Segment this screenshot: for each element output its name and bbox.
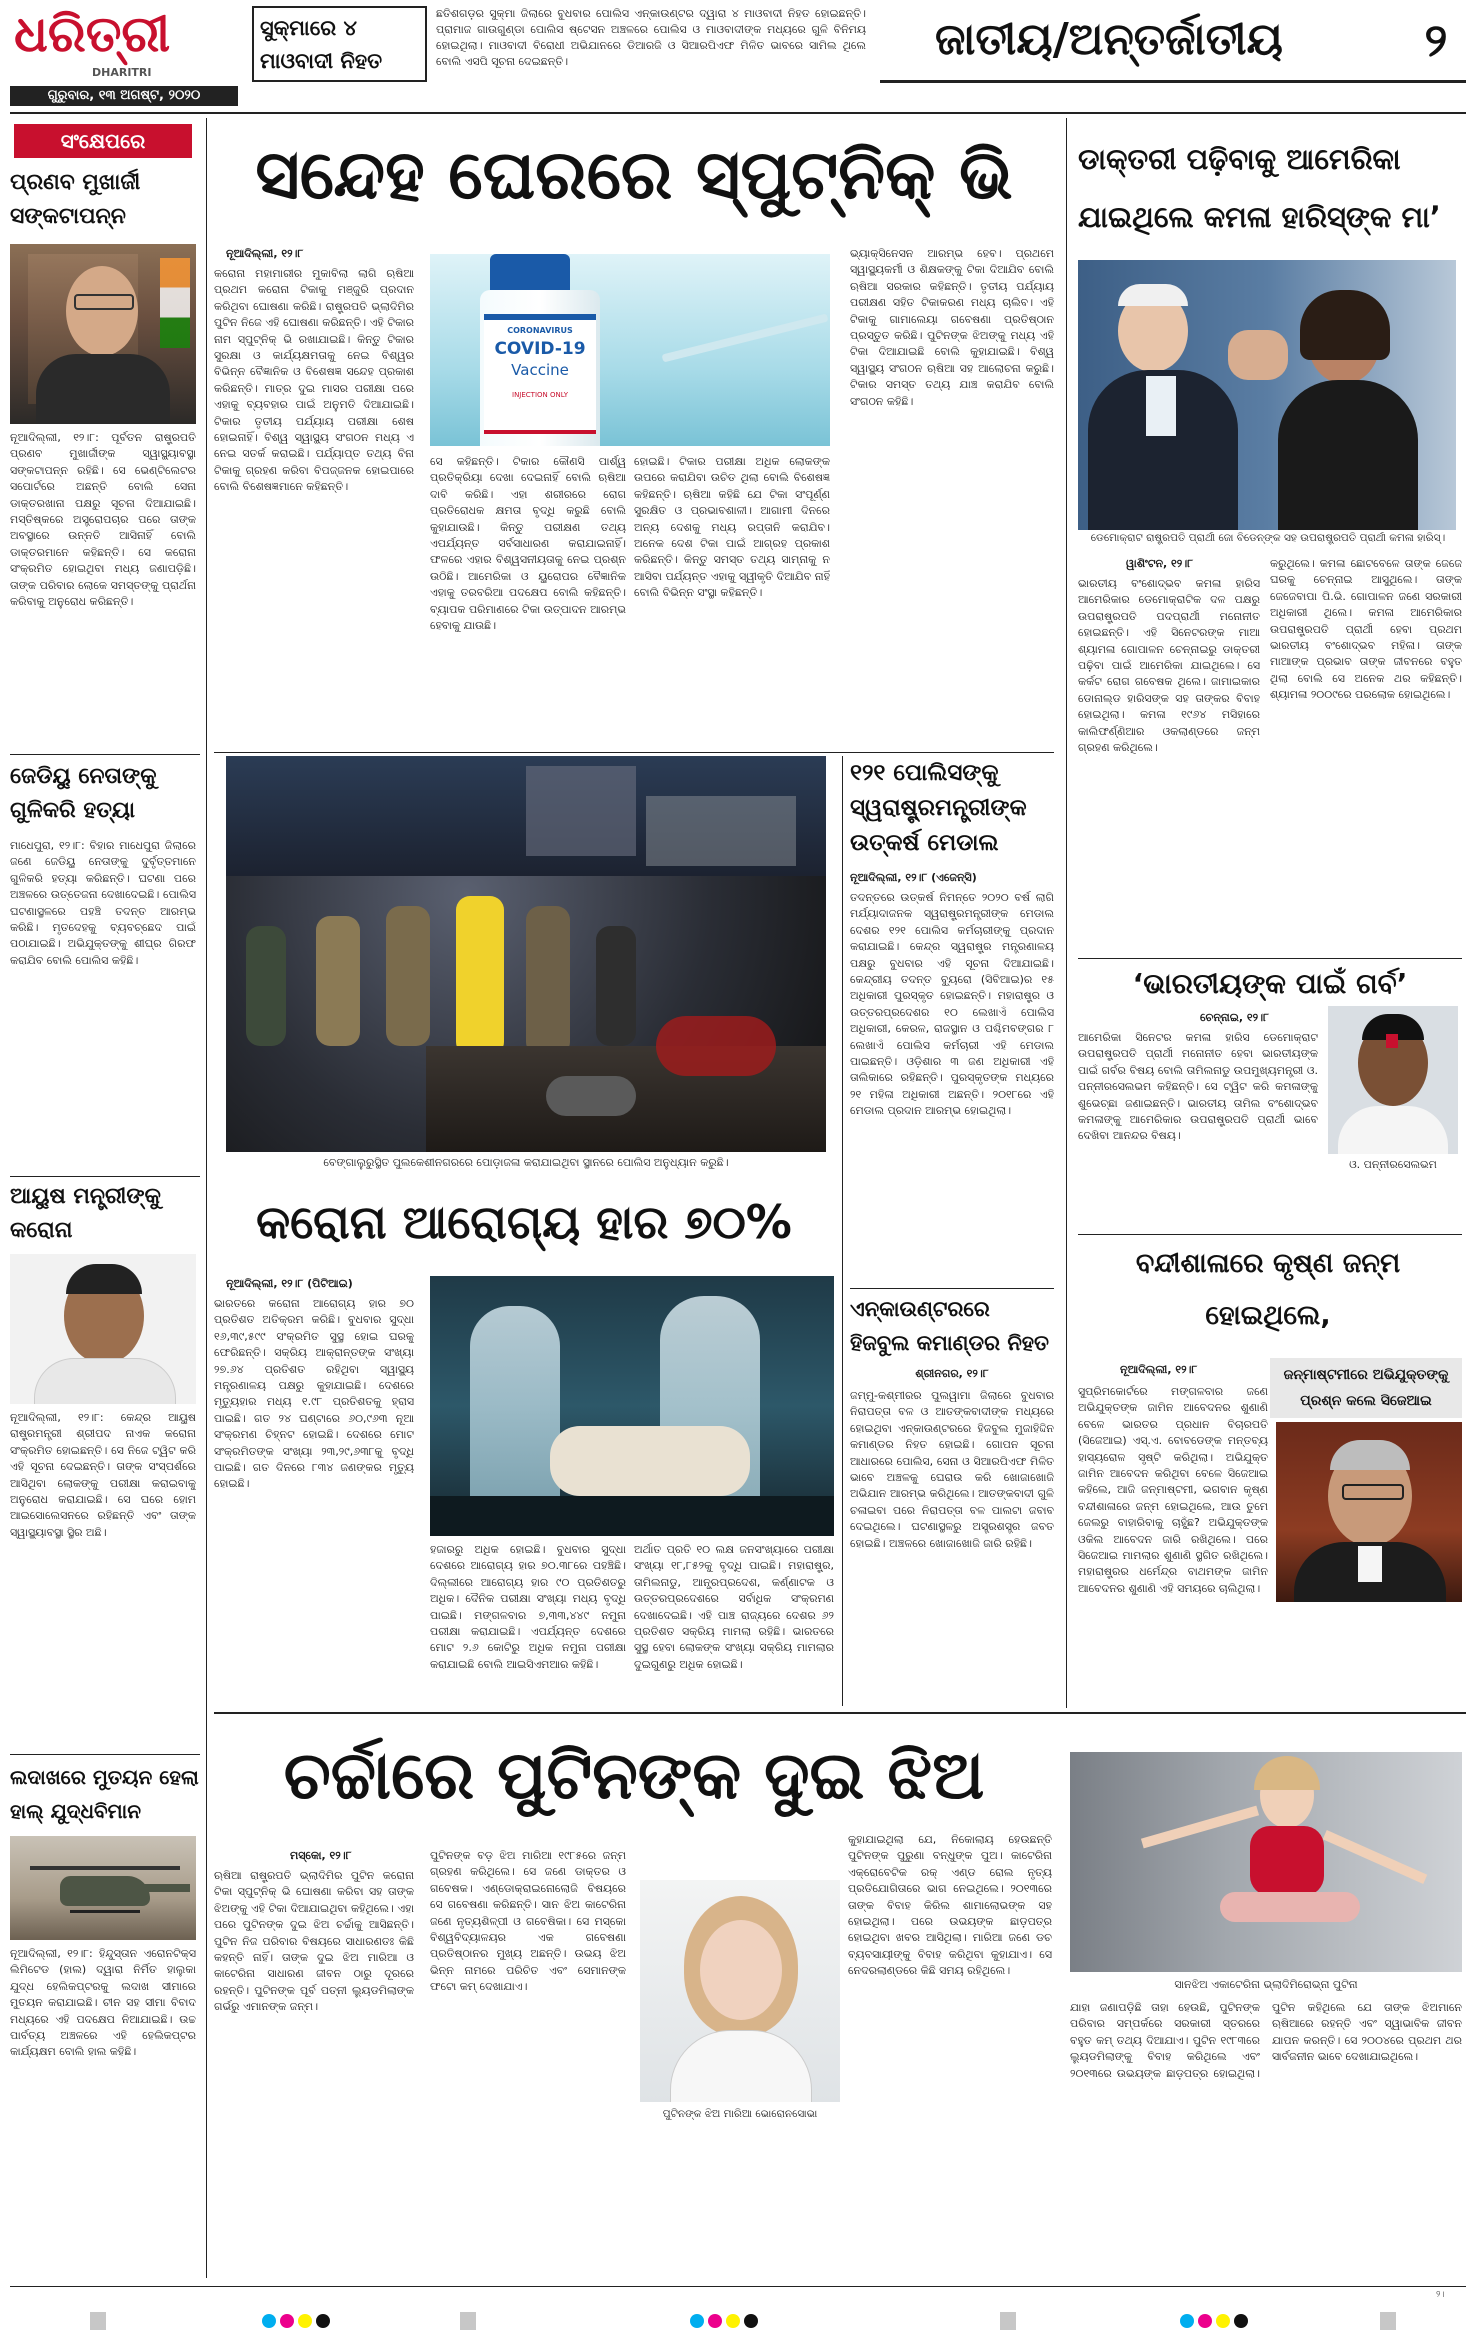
reg-bar-1	[90, 2312, 106, 2330]
encounter-text: ଜମ୍ମୁ-କଶ୍ମୀରର ପୁଲୱାମା ଜିଲାରେ ବୁଧବାର ନିରାପତ୍ତା ବଳ ଓ ଆତଙ୍କବାଦୀଙ୍କ ମଧ୍ୟରେ ହୋଇଥିବା ଏନ୍‌କାଉଣ୍ଟରରେ ହିଜବୁଲ ମୁଜାହିଦ୍ଦିନ କମାଣ୍ଡର ନିହତ ହୋଇଛି। ଗୋପନ ସୂଚନା ଆଧାରରେ ପୋଲିସ, ସେନା ଓ ସିଆରପିଏଫ ମିଳିତ ଭାବେ ଅଞ୍ଚଳକୁ ଘେରାଉ କରି ଖୋଜାଖୋଜି ଅଭିଯାନ ଆରମ୍ଭ କରିଥିଲେ। ଆତଙ୍କବାଦୀ ଗୁଳି ଚଳାଇବା ପରେ ନିରାପତ୍ତା ବଳ ପାଲଟା ଜବାବ ଦେଇଥିଲେ। ଘଟଣାସ୍ଥଳରୁ ଅସ୍ତ୍ରଶସ୍ତ୍ର ଜବତ ହୋଇଛି। ଅଞ୍ଚଳରେ ଖୋଜାଖୋଜି ଜାରି ରହିଛି।	[850, 1389, 1054, 1550]
maria-photo	[640, 1880, 840, 2102]
harris-rule	[1078, 958, 1462, 959]
sidebar-divider	[206, 118, 207, 2278]
krishna-subhead-line-1: ଜନ୍ମାଷ୍ଟମୀରେ ଅଭିଯୁକ୍ତଙ୍କୁ	[1283, 1367, 1449, 1383]
reg-dot-yellow-2	[726, 2314, 740, 2328]
harris-text-col-2: କରୁଥିଲେ। କମଳା ଛୋଟବେଳେ ତାଙ୍କ ଜେଜେ ଘରକୁ ଚେନ୍ନାଇ ଆସୁଥିଲେ। ତାଙ୍କ ଜେଜେବାପା ପି.ଭି. ଗୋପାଳନ ଜଣେ ସରକାରୀ ଅଧିକାରୀ ଥିଲେ। କମଳା ଆମେରିକାର ଉପରାଷ୍ଟ୍ରପତି ପ୍ରାର୍ଥୀ ହେବା ପ୍ରଥମ ଭାରତୀୟ ବଂଶୋଦ୍ଭବ ମହିଳା। ତାଙ୍କ ମାଆଙ୍କ ପ୍ରଭାବ ତାଙ୍କ ଜୀବନରେ ବହୁତ ଥିଲା ବୋଲି ସେ ଅନେକ ଥର କହିଛନ୍ତି। ଶ୍ୟାମଳା ୨୦୦୯ରେ ପରଲୋକ ହୋଇଥିଲେ।	[1270, 557, 1462, 702]
reg-dot-yellow-3	[1216, 2314, 1230, 2328]
katerina-caption: ସାନଝିଅ ଏକାଟେରିନା ଭ୍ଲାଦିମିରୋଭ୍‌ନା ପୁଟିନା	[1174, 1978, 1358, 1991]
reg-dot-magenta-3	[1198, 2314, 1212, 2328]
vaccine-label-1: CORONAVIRUS	[507, 326, 573, 335]
sidebar-story-4-title: ଲଦାଖରେ ମୁତୟନ ହେଲା ହାଲ୍ ଯୁଦ୍ଧବିମାନ	[10, 1765, 199, 1823]
masthead-rule	[880, 80, 1466, 83]
lead-text-col-2: ସେ କହିଛନ୍ତି। ଟିକାର କୌଣସି ପାର୍ଶ୍ୱ ପ୍ରତିକ୍ରିୟା ଦେଖା ଦେଇନାହିଁ ବୋଲି ଋଷିଆ ଦାବି କରିଛି। ଏହା ଶରୀରରେ ରୋଗ ପ୍ରତିରୋଧକ କ୍ଷମତା ବୃଦ୍ଧି କରୁଛି ବୋଲି କୁହାଯାଉଛି। କିନ୍ତୁ ପରୀକ୍ଷଣ ତଥ୍ୟ ଏପର୍ଯ୍ୟନ୍ତ ସର୍ବସାଧାରଣ କରାଯାଇନାହିଁ। ଫଳରେ ଏହାର ବିଶ୍ୱସନୀୟତାକୁ ନେଇ ପ୍ରଶ୍ନ ଉଠିଛି। ଆମେରିକା ଓ ୟୁରୋପର ବୈଜ୍ଞାନିକ ଏହାକୁ ତରବରିଆ ପଦକ୍ଷେପ ବୋଲି କହିଛନ୍ତି। ବ୍ୟାପକ ପରିମାଣରେ ଟିକା ଉତ୍ପାଦନ ଆରମ୍ଭ ହେବାକୁ ଯାଉଛି।	[430, 455, 626, 633]
sidebar-rule-3	[10, 1754, 200, 1755]
mid-rule	[214, 1712, 1466, 1714]
section-title: ଜାତୀୟ/ଅନ୍ତର୍ଜାତୀୟ	[935, 14, 1283, 65]
teaser-title	[252, 6, 427, 82]
footer-registration-marks	[0, 2312, 1476, 2334]
vaccine-label-3: Vaccine	[511, 361, 569, 379]
vaccine-photo	[430, 254, 830, 446]
sidebar-story-1-title: ପ୍ରଣବ ମୁଖାର୍ଜୀ ସଙ୍କଟାପନ୍ନ	[10, 170, 141, 229]
reg-dot-black-1	[316, 2314, 330, 2328]
sidebar-story-2-text: ମାଧେପୁରା, ୧୨।୮: ବିହାର ମାଧେପୁରା ଜିଲାରେ ଜଣେ ଜେଡିୟୁ ନେତାଙ୍କୁ ଦୁର୍ବୃତ୍ତମାନେ ଗୁଳିକରି ହତ୍ୟା କରିଛନ୍ତି। ଘଟଣା ପରେ ଅଞ୍ଚଳରେ ଉତ୍ତେଜନା ଦେଖାଦେଇଛି। ପୋଲିସ ଘଟଣାସ୍ଥଳରେ ପହଞ୍ଚି ତଦନ୍ତ ଆରମ୍ଭ କରିଛି। ମୃତଦେହକୁ ବ୍ୟବଚ୍ଛେଦ ପାଇଁ ପଠାଯାଇଛି। ଅଭିଯୁକ୍ତଙ୍କୁ ଶୀଘ୍ର ଗିରଫ କରାଯିବ ବୋଲି ପୋଲିସ କହିଛି।	[10, 839, 196, 967]
reg-bar-4	[1380, 2312, 1396, 2330]
reg-dot-cyan-3	[1180, 2314, 1194, 2328]
lead-headline: ସନ୍ଦେହ ଘେରରେ ସ୍ପୁଟ୍‌ନିକ୍ ଭି	[255, 136, 1013, 215]
reg-dot-magenta-2	[708, 2314, 722, 2328]
reg-bar-3	[1000, 2312, 1016, 2330]
bottom-rule	[10, 2286, 1466, 2287]
corona-text-col-2: ହଜାରରୁ ଅଧିକ ହୋଇଛି। ବୁଧବାର ସୁଦ୍ଧା ଦେଶରେ ଆରୋଗ୍ୟ ହାର ୭୦.୩୮ରେ ପହଞ୍ଚିଛି। ଦିଲ୍ଲୀରେ ଆରୋଗ୍ୟ ହାର ୯୦ ପ୍ରତିଶତରୁ ଅଧିକ। ଦୈନିକ ପରୀକ୍ଷା ସଂଖ୍ୟା ମଧ୍ୟ ବୃଦ୍ଧି ପାଇଛି। ମଙ୍ଗଳବାର ୭,୩୩,୪୪୯ ନମୁନା ପରୀକ୍ଷା କରାଯାଇଛି। ଏପର୍ଯ୍ୟନ୍ତ ଦେଶରେ ମୋଟ ୨.୬ କୋଟିରୁ ଅଧିକ ନମୁନା ପରୀକ୍ଷା କରାଯାଇଛି ବୋଲି ଆଇସିଏମଆର କହିଛି।	[430, 1543, 626, 1671]
krishna-subhead-line-2: ପ୍ରଶ୍ନ କଲେ ସିଜେଆଇ	[1300, 1393, 1432, 1409]
lead-text-col-1: କରୋନା ମହାମାରୀର ମୁକାବିଲା ଲାଗି ଋଷିଆ ପ୍ରଥମ କରୋନା ଟିକାକୁ ମଞ୍ଜୁରି ପ୍ରଦାନ କରିଥିବା ଘୋଷଣା କରିଛି। ରାଷ୍ଟ୍ରପତି ଭ୍ଲାଦିମିର ପୁଟିନ ନିଜେ ଏହି ଘୋଷଣା କରିଛନ୍ତି। ଏହି ଟିକାର ନାମ ସ୍ପୁଟ୍‌ନିକ୍ ଭି ରଖାଯାଇଛି। କିନ୍ତୁ ଟିକାର ସୁରକ୍ଷା ଓ କାର୍ଯ୍ୟକ୍ଷମତାକୁ ନେଇ ବିଶ୍ୱର ବିଭିନ୍ନ ବୈଜ୍ଞାନିକ ଓ ବିଶେଷଜ୍ଞ ସନ୍ଦେହ ପ୍ରକାଶ କରିଛନ୍ତି। ମାତ୍ର ଦୁଇ ମାସର ପରୀକ୍ଷା ପରେ ଏହାକୁ ବ୍ୟବହାର ପାଇଁ ଅନୁମତି ଦିଆଯାଇଛି। ଟିକାର ତୃତୀୟ ପର୍ଯ୍ୟାୟ ପରୀକ୍ଷା ଶେଷ ହୋଇନାହିଁ। ବିଶ୍ୱ ସ୍ୱାସ୍ଥ୍ୟ ସଂଗଠନ ମଧ୍ୟ ଏ ନେଇ ସତର୍କ କରାଇଛି। ପର୍ଯ୍ୟାପ୍ତ ତଥ୍ୟ ବିନା ଟିକାକୁ ଗ୍ରହଣ କରିବା ବିପଜ୍ଜନକ ହୋଇପାରେ ବୋଲି ବିଶେଷଜ୍ଞମାନେ କହିଛନ୍ତି।	[214, 267, 414, 494]
krishna-subhead	[1270, 1358, 1462, 1418]
quote-headline: ‘ଭାରତୀୟଙ୍କ ପାଇଁ ଗର୍ବ’	[1132, 967, 1408, 1000]
putin-dateline: ମସ୍କୋ, ୧୨।୮	[290, 1849, 352, 1862]
medal-dateline: ନୂଆଦିଲ୍ଲୀ, ୧୨।୮ (ଏଜେନ୍ସି)	[850, 871, 977, 884]
reg-dot-black-2	[744, 2314, 758, 2328]
vaccine-label-4: INJECTION ONLY	[512, 391, 568, 399]
putin-text-col-4: ଯାହା ଜଣାପଡ଼ିଛି ତାହା ହେଉଛି, ପୁଟିନଙ୍କ ପରିବାର ସମ୍ପର୍କରେ ସରକାରୀ ସ୍ତରରେ ବହୁତ କମ୍ ତଥ୍ୟ ଦିଆଯାଏ। ପୁଟିନ ୧୯୮୩ରେ ଲ୍ୟୁଡମିଲାଙ୍କୁ ବିବାହ କରିଥିଲେ ଏବଂ ୨୦୧୩ରେ ଉଭୟଙ୍କ ଛାଡ଼ପତ୍ର ହୋଇଥିଲା। ପୁଟିନ କହିଥିଲେ ଯେ ତାଙ୍କ ଝିଅମାନେ ଋଷିଆରେ ରହନ୍ତି ଏବଂ ସ୍ୱାଭାବିକ ଜୀବନ ଯାପନ କରନ୍ତି। ସେ ୨୦୦୪ରେ ପ୍ରଥମ ଥର ସାର୍ବଜନୀନ ଭାବେ ଦେଖାଯାଇଥିଲେ।	[1070, 2001, 1462, 2080]
footer-code: ୨।	[1436, 2290, 1445, 2300]
reg-dot-yellow-1	[298, 2314, 312, 2328]
reg-dot-cyan-2	[690, 2314, 704, 2328]
naik-photo	[10, 1254, 196, 1404]
harris-dateline: ୱାଶିଂଟନ, ୧୨।୮	[1126, 557, 1193, 570]
sidebar-story-4-text: ନୂଆଦିଲ୍ଲୀ, ୧୨।୮: ହିନ୍ଦୁସ୍ତାନ ଏରୋନଟିକ୍ସ ଲିମିଟେଡ (ହାଲ) ଦ୍ୱାରା ନିର୍ମିତ ହାଲୁକା ଯୁଦ୍ଧ ହେଲିକପ୍ଟରକୁ ଲଦାଖ ସୀମାରେ ମୁତୟନ କରାଯାଇଛି। ଚୀନ ସହ ସୀମା ବିବାଦ ମଧ୍ୟରେ ଏହି ପଦକ୍ଷେପ ନିଆଯାଇଛି। ଉଚ୍ଚ ପାର୍ବତ୍ୟ ଅଞ୍ଚଳରେ ଏହି ହେଲିକପ୍ଟର କାର୍ଯ୍ୟକ୍ଷମ ବୋଲି ହାଲ କହିଛି।	[10, 1947, 196, 2059]
corona-headline: କରୋନା ଆରୋଗ୍ୟ ହାର ୭୦%	[256, 1195, 792, 1249]
katerina-photo	[1070, 1752, 1462, 1972]
reg-dot-black-3	[1234, 2314, 1248, 2328]
biden-harris-caption: ଡେମୋକ୍ରାଟ ରାଷ୍ଟ୍ରପତି ପ୍ରାର୍ଥୀ ଜୋ ବିଡେନ୍‌ଙ୍କ ସହ ଉପରାଷ୍ଟ୍ରପତି ପ୍ରାର୍ଥୀ କମଳା ହାରିସ୍।	[1090, 532, 1446, 544]
sidebar-story-3-text: ନୂଆଦିଲ୍ଲୀ, ୧୨।୮: କେନ୍ଦ୍ର ଆୟୁଷ ରାଷ୍ଟ୍ରମନ୍ତ୍ରୀ ଶ୍ରୀପଦ ନାଏକ କରୋନା ସଂକ୍ରମିତ ହୋଇଛନ୍ତି। ସେ ନିଜେ ଟ୍ୱିଟ କରି ଏହି ସୂଚନା ଦେଇଛନ୍ତି। ତାଙ୍କ ସଂସ୍ପର୍ଶରେ ଆସିଥିବା ଲୋକଙ୍କୁ ପରୀକ୍ଷା କରାଇବାକୁ ଅନୁରୋଧ କରାଯାଇଛି। ସେ ଘରେ ହୋମ ଆଇସୋଲେସନରେ ରହିଛନ୍ତି ଏବଂ ତାଙ୍କ ସ୍ୱାସ୍ଥ୍ୟାବସ୍ଥା ସ୍ଥିର ଅଛି।	[10, 1411, 196, 1539]
krishna-headline	[1070, 1238, 1466, 1348]
panneerselvam-caption: ଓ. ପନ୍ନୀରସେଲଭମ	[1349, 1158, 1437, 1171]
encounter-dateline: ଶ୍ରୀନଗର, ୧୨।୮	[915, 1367, 989, 1380]
krishna-headline-line-1: ବନ୍ଦୀଶାଳାରେ କୃଷ୍ଣ ଜନ୍ମ ହୋଇଥିଲେ,	[1135, 1248, 1401, 1331]
logo: ଧରିତ୍ରୀ	[14, 4, 171, 63]
lead-text-col-3: ହୋଇଛି। ଟିକାର ପରୀକ୍ଷା ଅଧିକ ଲୋକଙ୍କ ଉପରେ କରାଯିବା ଉଚିତ ଥିଲା ବୋଲି ବିଶେଷଜ୍ଞ କହିଛନ୍ତି। ଋଷିଆ କହିଛି ଯେ ଟିକା ସଂପୂର୍ଣ୍ଣ ସୁରକ୍ଷିତ ଓ ପ୍ରଭାବଶାଳୀ। ଆଗାମୀ ଦିନରେ ଅନ୍ୟ ଦେଶକୁ ମଧ୍ୟ ରପ୍ତାନି କରାଯିବ। ଅନେକ ଦେଶ ଟିକା ପାଇଁ ଆଗ୍ରହ ପ୍ରକାଶ କରିଛନ୍ତି। କିନ୍ତୁ ସମସ୍ତ ତଥ୍ୟ ସାମ୍ନାକୁ ନ ଆସିବା ପର୍ଯ୍ୟନ୍ତ ଏହାକୁ ସ୍ୱୀକୃତି ଦିଆଯିବ ନାହିଁ ବୋଲି ବିଭିନ୍ନ ସଂସ୍ଥା କହିଛନ୍ତି।	[634, 455, 830, 600]
vaccine-label-2: COVID-19	[494, 339, 586, 359]
panneerselvam-photo	[1328, 1006, 1458, 1154]
page-number: ୨	[1424, 13, 1448, 67]
krishna-text: ସୁପ୍ରିମକୋର୍ଟରେ ମଙ୍ଗଳବାର ଜଣେ ଅଭିଯୁକ୍ତଙ୍କ ଜାମିନ ଆବେଦନର ଶୁଣାଣି ବେଳେ ଭାରତର ପ୍ରଧାନ ବିଚାରପତି (ସିଜେଆଇ) ଏସ୍.ଏ. ବୋବଡେଙ୍କ ମନ୍ତବ୍ୟ ହାସ୍ୟରୋଳ ସୃଷ୍ଟି କରିଥିଲା। ଅଭିଯୁକ୍ତ ଜାମିନ ଆବେଦନ କରିଥିବା ବେଳେ ସିଜେଆଇ କହିଲେ, ଆଜି ଜନ୍ମାଷ୍ଟମୀ, ଭଗବାନ କୃଷ୍ଣ ବନ୍ଦୀଶାଳାରେ ଜନ୍ମ ହୋଇଥିଲେ, ଆଉ ତୁମେ ଜେଲରୁ ବାହାରିବାକୁ ଚାହୁଁଛ? ଅଭିଯୁକ୍ତଙ୍କ ଓକିଲ ଆବେଦନ ଜାରି ରଖିଥିଲେ। ପରେ ସିଜେଆଇ ମାମଲାର ଶୁଣାଣି ସ୍ଥଗିତ ରଖିଥିଲେ। ମହାରାଷ୍ଟ୍ରର ଧର୍ମେନ୍ଦ୍ର ବାଥମଙ୍କ ଜାମିନ ଆବେଦନର ଶୁଣାଣି ଏହି ସମୟରେ ଚାଲିଥିଲା।	[1078, 1385, 1268, 1595]
krishna-headline-line-2	[1070, 1342, 1466, 1348]
biden-harris-photo	[1078, 260, 1456, 530]
putin-text-col-2: ପୁଟିନଙ୍କ ବଡ଼ ଝିଅ ମାରିଆ ୧୯୮୫ରେ ଜନ୍ମ ଗ୍ରହଣ କରିଥିଲେ। ସେ ଜଣେ ଡାକ୍ତର ଓ ଗବେଷକ। ଏଣ୍ଡୋକ୍ରାଇନୋଲୋଜି ବିଷୟରେ ସେ ଗବେଷଣା କରିଛନ୍ତି। ସାନ ଝିଅ କାଟେରିନା ଜଣେ ନୃତ୍ୟଶିଳ୍ପୀ ଓ ଗବେଷିକା। ସେ ମସ୍କୋ ବିଶ୍ୱବିଦ୍ୟାଳୟର ଏକ ଗବେଷଣା ପ୍ରତିଷ୍ଠାନର ମୁଖ୍ୟ ଅଛନ୍ତି। ଉଭୟ ଝିଅ ଭିନ୍ନ ନାମରେ ପରିଚିତ ଏବଂ ସେମାନଙ୍କ ଫଟୋ କମ୍ ଦେଖାଯାଏ।	[430, 1849, 626, 1994]
sidebar-rule-2	[10, 1176, 200, 1177]
harris-headline: ଡାକ୍ତରୀ ପଢ଼ିବାକୁ ଆମେରିକା ଯାଇଥିଲେ କମଳା ହାରିସ୍‌ଙ୍କ ମା’	[1078, 142, 1441, 234]
police-photo	[226, 756, 826, 1152]
police-caption: ବେଙ୍ଗାଲୁରୁସ୍ଥିତ ପୁଲକେଶୀନଗରରେ ପୋଡ଼ାଜଳା କରାଯାଇଥିବା ସ୍ଥାନରେ ପୋଲିସ ଅନୁଧ୍ୟାନ କରୁଛି।	[323, 1156, 729, 1169]
quote-rule	[1078, 1234, 1462, 1235]
corona-text-col-3: ଅର୍ଥାତ ପ୍ରତି ୧୦ ଲକ୍ଷ ଜନସଂଖ୍ୟାରେ ପରୀକ୍ଷା ସଂଖ୍ୟା ୧୮,୮୫୨କୁ ବୃଦ୍ଧି ପାଇଛି। ମହାରାଷ୍ଟ୍ର, ତାମିଲନାଡୁ, ଆନ୍ଧ୍ରପ୍ରଦେଶ, କର୍ଣ୍ଣାଟକ ଓ ଉତ୍ତରପ୍ରଦେଶରେ ସର୍ବାଧିକ ସଂକ୍ରମଣ ଦେଖାଦେଇଛି। ଏହି ପାଞ୍ଚ ରାଜ୍ୟରେ ଦେଶର ୬୨ ପ୍ରତିଶତ ସକ୍ରିୟ ମାମଲା ରହିଛି। ଭାରତରେ ସୁସ୍ଥ ହେବା ଲୋକଙ୍କ ସଂଖ୍ୟା ସକ୍ରିୟ ମାମଲାର ଦୁଇଗୁଣରୁ ଅଧିକ ହୋଇଛି।	[634, 1543, 834, 1671]
teaser-text: ଛତିଶଗଡ଼ର ସୁକ୍ମା ଜିଲାରେ ବୁଧବାର ପୋଲିସ ଏନ୍‌କାଉଣ୍ଟର ଦ୍ୱାରା ୪ ମାଓବାଦୀ ନିହତ ହୋଇଛନ୍ତି। ପ୍ରାମାଜ ଗାଉଗୁଣ୍ଡା ପୋଲିସ ଷ୍ଟେସନ ଅଞ୍ଚଳରେ ପୋଲିସ ଓ ମାଓବାଦୀଙ୍କ ମଧ୍ୟରେ ଗୁଳି ବିନିମୟ ହୋଇଥିଲା। ମାଓବାଦୀ ବିରୋଧୀ ଅଭିଯାନରେ ଡିଆରଜି ଓ ସିଆରପିଏଫ ମିଳିତ ଭାବରେ ସାମିଲ ଥିଲେ ବୋଲି ଏସପି ସୂଚନା ଦେଇଛନ୍ତି।	[436, 7, 866, 68]
hospital-photo	[430, 1276, 834, 1536]
sidebar-story-3-title: ଆୟୁଷ ମନ୍ତ୍ରୀଙ୍କୁ କରୋନା	[10, 1184, 161, 1243]
putin-headline: ଚର୍ଚ୍ଚାରେ ପୁଟିନଙ୍କ ଦୁଇ ଝିଅ	[283, 1737, 985, 1814]
cji-photo	[1276, 1422, 1462, 1602]
top-rule	[10, 112, 1466, 114]
corona-dateline: ନୂଆଦିଲ୍ଲୀ, ୧୨।୮ (ପିଟିଆଇ)	[226, 1277, 353, 1290]
reg-bar-2	[460, 2312, 476, 2330]
maria-caption: ପୁଟିନଙ୍କ ଝିଅ ମାରିଆ ଭୋରୋନସୋଭା	[662, 2108, 818, 2120]
helicopter-photo	[10, 1836, 196, 1940]
lead-text-col-4: ଭ୍ୟାକ୍ସିନେସନ ଆରମ୍ଭ ହେବ। ପ୍ରଥମେ ସ୍ୱାସ୍ଥ୍ୟକର୍ମୀ ଓ ଶିକ୍ଷକଙ୍କୁ ଟିକା ଦିଆଯିବ ବୋଲି ଋଷିଆ ସରକାର କହିଛନ୍ତି। ତୃତୀୟ ପର୍ଯ୍ୟାୟ ପରୀକ୍ଷଣ ସହିତ ଟିକାକରଣ ମଧ୍ୟ ଚାଲିବ। ଏହି ଟିକାକୁ ଗାମାଲେୟା ଗବେଷଣା ପ୍ରତିଷ୍ଠାନ ପ୍ରସ୍ତୁତ କରିଛି। ପୁଟିନଙ୍କ ଝିଅଙ୍କୁ ମଧ୍ୟ ଏହି ଟିକା ଦିଆଯାଇଛି ବୋଲି କୁହାଯାଇଛି। ବିଶ୍ୱ ସ୍ୱାସ୍ଥ୍ୟ ସଂଗଠନ ଋଷିଆ ସହ ଆଲୋଚନା କରୁଛି। ଟିକାର ସମସ୍ତ ତଥ୍ୟ ଯାଞ୍ଚ କରାଯିବ ବୋଲି ସଂଗଠନ କହିଛି।	[850, 247, 1054, 408]
krishna-dateline: ନୂଆଦିଲ୍ଲୀ, ୧୨।୮	[1120, 1363, 1198, 1376]
encounter-headline: ଏନ୍‌କାଉଣ୍ଟରରେ ହିଜବୁଲ କମାଣ୍ଡର ନିହତ	[850, 1297, 1050, 1355]
sidebar-story-1-text: ନୂଆଦିଲ୍ଲୀ, ୧୨।୮: ପୂର୍ବତନ ରାଷ୍ଟ୍ରପତି ପ୍ରଣବ ମୁଖାର୍ଜୀଙ୍କ ସ୍ୱାସ୍ଥ୍ୟାବସ୍ଥା ସଙ୍କଟାପନ୍ନ ରହିଛି। ସେ ଭେଣ୍ଟିଲେଟର ସପୋର୍ଟରେ ଅଛନ୍ତି ବୋଲି ସେନା ଡାକ୍ତରଖାନା ପକ୍ଷରୁ ସୂଚନା ଦିଆଯାଇଛି। ମସ୍ତିଷ୍କରେ ଅସ୍ତ୍ରୋପଚାର ପରେ ତାଙ୍କ ଅବସ୍ଥାରେ ଉନ୍ନତି ଆସିନାହିଁ ବୋଲି ଡାକ୍ତରମାନେ କହିଛନ୍ତି। ସେ କରୋନା ସଂକ୍ରମିତ ହୋଇଥିବା ମଧ୍ୟ ଜଣାପଡ଼ିଛି। ତାଙ୍କ ପରିବାର ଲୋକେ ସମସ୍ତଙ୍କୁ ପ୍ରାର୍ଥନା କରିବାକୁ ଅନୁରୋଧ କରିଛନ୍ତି।	[10, 431, 196, 609]
lead-rule	[214, 752, 1054, 753]
quote-text: ଆମେରିକା ସିନେଟର କମଳା ହାରିସ ଡେମୋକ୍ରାଟ ଉପରାଷ୍ଟ୍ରପତି ପ୍ରାର୍ଥୀ ମନୋନୀତ ହେବା ଭାରତୀୟଙ୍କ ପାଇଁ ଗର୍ବର ବିଷୟ ବୋଲି ତାମିଲନାଡୁ ଉପମୁଖ୍ୟମନ୍ତ୍ରୀ ଓ. ପନ୍ନୀରସେଲଭମ କହିଛନ୍ତି। ସେ ଟ୍ୱିଟ କରି କମଳାଙ୍କୁ ଶୁଭେଚ୍ଛା ଜଣାଇଛନ୍ତି। ଭାରତୀୟ ତାମିଲ ବଂଶୋଦ୍ଭବ କମଳାଙ୍କୁ ଆମେରିକାର ଉପରାଷ୍ଟ୍ରପତି ପ୍ରାର୍ଥୀ ଭାବେ ଦେଖିବା ଆନନ୍ଦର ବିଷୟ।	[1078, 1031, 1318, 1143]
sidebar-rule-1	[10, 754, 200, 755]
corona-text-col-1: ଭାରତରେ କରୋନା ଆରୋଗ୍ୟ ହାର ୭୦ ପ୍ରତିଶତ ଅତିକ୍ରମ କରିଛି। ବୁଧବାର ସୁଦ୍ଧା ୧୬,୩୯,୫୯୯ ସଂକ୍ରମିତ ସୁସ୍ଥ ହୋଇ ଘରକୁ ଫେରିଛନ୍ତି। ସକ୍ରିୟ ଆକ୍ରାନ୍ତଙ୍କ ସଂଖ୍ୟା ୨୭.୬୪ ପ୍ରତିଶତ ରହିଥିବା ସ୍ୱାସ୍ଥ୍ୟ ମନ୍ତ୍ରଣାଳୟ ପକ୍ଷରୁ କୁହାଯାଇଛି। ଦେଶରେ ମୃତ୍ୟୁହାର ମଧ୍ୟ ୧.୯୮ ପ୍ରତିଶତକୁ ହ୍ରାସ ପାଇଛି। ଗତ ୨୪ ଘଣ୍ଟାରେ ୬୦,୯୬୩ ନୂଆ ସଂକ୍ରମଣ ଚିହ୍ନଟ ହୋଇଛି। ଦେଶରେ ମୋଟ ସଂକ୍ରମିତଙ୍କ ସଂଖ୍ୟା ୨୩,୨୯,୬୩୮କୁ ବୃଦ୍ଧି ପାଇଛି। ଗତ ଦିନରେ ୮୩୪ ଜଣଙ୍କର ମୃତ୍ୟୁ ହୋଇଛି।	[214, 1297, 414, 1491]
medal-rule	[850, 1288, 1054, 1289]
sidebar-story-2-title: ଜେଡିୟୁ ନେତାଙ୍କୁ ଗୁଳିକରି ହତ୍ୟା	[10, 764, 157, 823]
pranab-photo	[10, 244, 196, 424]
putin-text-col-1: ଋଷିଆ ରାଷ୍ଟ୍ରପତି ଭ୍ଲାଦିମିର ପୁଟିନ କରୋନା ଟିକା ସ୍ପୁଟ୍‌ନିକ୍ ଭି ଘୋଷଣା କରିବା ସହ ତାଙ୍କ ଝିଅଙ୍କୁ ଏହି ଟିକା ଦିଆଯାଇଥିବା କହିଥିଲେ। ଏହା ପରେ ପୁଟିନଙ୍କ ଦୁଇ ଝିଅ ଚର୍ଚ୍ଚାକୁ ଆସିଛନ୍ତି। ପୁଟିନ ନିଜ ପରିବାର ବିଷୟରେ ସାଧାରଣତଃ କିଛି କହନ୍ତି ନାହିଁ। ତାଙ୍କ ଦୁଇ ଝିଅ ମାରିଆ ଓ କାଟେରିନା ସାଧାରଣ ଜୀବନ ଠାରୁ ଦୂରରେ ରହନ୍ତି। ପୁଟିନଙ୍କ ପୂର୍ବ ପତ୍ନୀ ଲ୍ୟୁଡମିଲାଙ୍କ ଗର୍ଭରୁ ଏମାନଙ୍କ ଜନ୍ମ।	[214, 1869, 414, 2014]
center-rule-1	[842, 756, 843, 1706]
masthead	[0, 0, 1476, 112]
reg-dot-magenta-1	[280, 2314, 294, 2328]
logo-sub: DHARITRI	[92, 66, 152, 79]
teaser-title-line-1: ସୁକ୍ମାରେ ୪	[260, 16, 357, 40]
right-column-divider	[1066, 118, 1067, 1708]
lead-dateline: ନୂଆଦିଲ୍ଲୀ, ୧୨।୮	[226, 247, 304, 260]
reg-dot-cyan-1	[262, 2314, 276, 2328]
medal-headline: ୧୨୧ ପୋଲିସଙ୍କୁ ସ୍ୱରାଷ୍ଟ୍ରମନ୍ତ୍ରୀଙ୍କ ଉତ୍କର୍ଷ ମେଡାଲ	[850, 760, 1027, 856]
sidebar-label: ସଂକ୍ଷେପରେ	[14, 124, 192, 158]
quote-dateline: ଚେନ୍ନାଇ, ୧୨।୮	[1200, 1011, 1269, 1024]
medal-text: ତଦନ୍ତରେ ଉତ୍କର୍ଷ ନିମନ୍ତେ ୨୦୨୦ ବର୍ଷ ଲାଗି ମର୍ଯ୍ୟାଦାଜନକ ସ୍ୱରାଷ୍ଟ୍ରମନ୍ତ୍ରୀଙ୍କ ମେଡାଲ ଦେଶର ୧୨୧ ପୋଲିସ କର୍ମଚାରୀଙ୍କୁ ପ୍ରଦାନ କରାଯାଇଛି। କେନ୍ଦ୍ର ସ୍ୱରାଷ୍ଟ୍ର ମନ୍ତ୍ରଣାଳୟ ପକ୍ଷରୁ ବୁଧବାର ଏହି ସୂଚନା ଦିଆଯାଇଛି। କେନ୍ଦ୍ରୀୟ ତଦନ୍ତ ବ୍ୟୁରୋ (ସିବିଆଇ)ର ୧୫ ଅଧିକାରୀ ପୁରସ୍କୃତ ହୋଇଛନ୍ତି। ମହାରାଷ୍ଟ୍ର ଓ ଉତ୍ତରପ୍ରଦେଶର ୧୦ ଲେଖାଏଁ ପୋଲିସ ଅଧିକାରୀ, କେରଳ, ରାଜସ୍ଥାନ ଓ ପଶ୍ଚିମବଙ୍ଗର ୮ ଲେଖାଏଁ ପୋଲିସ କର୍ମଚାରୀ ଏହି ମେଡାଲ ପାଇଛନ୍ତି। ଓଡ଼ିଶାର ୩ ଜଣ ଅଧିକାରୀ ଏହି ତାଲିକାରେ ରହିଛନ୍ତି। ପୁରସ୍କୃତଙ୍କ ମଧ୍ୟରେ ୨୧ ମହିଳା ଅଧିକାରୀ ଅଛନ୍ତି। ୨୦୧୮ରେ ଏହି ମେଡାଲ ପ୍ରଦାନ ଆରମ୍ଭ ହୋଇଥିଲା।	[850, 891, 1054, 1118]
date-bar: ଗୁରୁବାର, ୧୩ ଅଗଷ୍ଟ, ୨୦୨୦	[10, 86, 238, 106]
teaser-title-line-2: ମାଓବାଦୀ ନିହତ	[260, 49, 383, 73]
harris-text-col-1: ଭାରତୀୟ ବଂଶୋଦ୍ଭବ କମଳା ହାରିସ ଆମେରିକାର ଡେମୋକ୍ରାଟିକ ଦଳ ପକ୍ଷରୁ ଉପରାଷ୍ଟ୍ରପତି ପଦପ୍ରାର୍ଥୀ ମନୋନୀତ ହୋଇଛନ୍ତି। ଏହି ସିନେଟରଙ୍କ ମାଆ ଶ୍ୟାମଳା ଗୋପାଳନ ଚେନ୍ନାଇରୁ ଡାକ୍ତରୀ ପଢ଼ିବା ପାଇଁ ଆମେରିକା ଯାଇଥିଲେ। ସେ କର୍କଟ ରୋଗ ଗବେଷକ ଥିଲେ। ଜାମାଇକାର ଡୋନାଲ୍ଡ ହାରିସଙ୍କ ସହ ତାଙ୍କର ବିବାହ ହୋଇଥିଲା। କମଳା ୧୯୬୪ ମସିହାରେ କାଲିଫର୍ଣ୍ଣିଆର ଓକଲାଣ୍ଡରେ ଜନ୍ମ ଗ୍ରହଣ କରିଥିଲେ।	[1078, 577, 1260, 755]
putin-text-col-3: କୁହାଯାଇଥିଲା ଯେ, ନିକୋଲାୟ ହେଉଛନ୍ତି ପୁଟିନଙ୍କ ପୁରୁଣା ବନ୍ଧୁଙ୍କ ପୁଅ। କାଟେରିନା ଏକ୍ରୋବେଟିକ ରକ୍ ଏଣ୍ଡ ରୋଲ ନୃତ୍ୟ ପ୍ରତିଯୋଗିତାରେ ଭାଗ ନେଇଥିଲେ। ୨୦୧୩ରେ ତାଙ୍କ ବିବାହ କିରିଲ ଶାମାଲୋଭଙ୍କ ସହ ହୋଇଥିଲା। ପରେ ଉଭୟଙ୍କ ଛାଡ଼ପତ୍ର ହୋଇଥିବା ଖବର ଆସିଥିଲା। ମାରିଆ ଜଣେ ଡଚ ବ୍ୟବସାୟୀଙ୍କୁ ବିବାହ କରିଥିବା କୁହାଯାଏ। ସେ ନେଦରଲାଣ୍ଡରେ କିଛି ସମୟ ରହିଥିଲେ।	[848, 1833, 1052, 1978]
